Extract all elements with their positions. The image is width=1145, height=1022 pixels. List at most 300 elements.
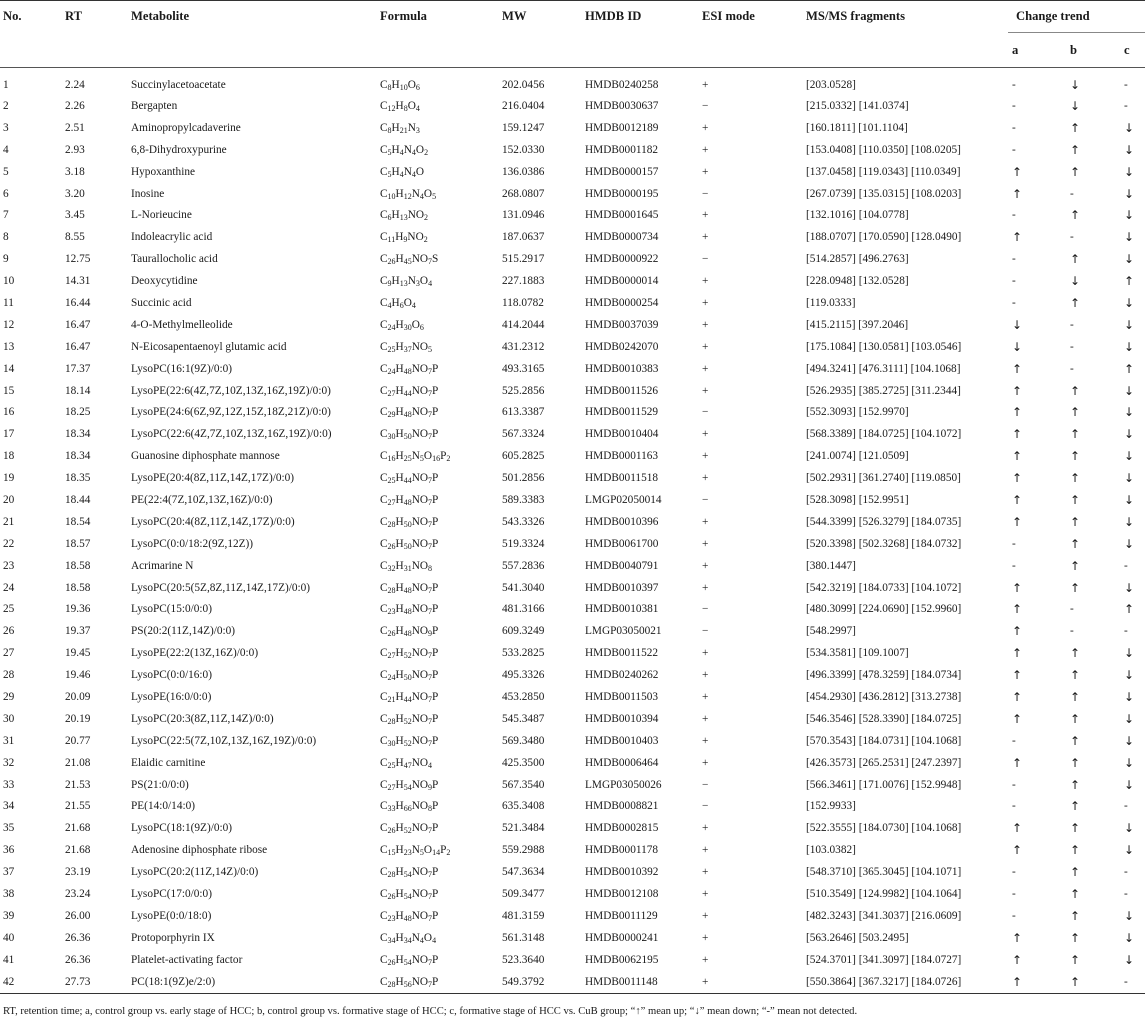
cell-no: 16	[3, 406, 15, 419]
cell-no: 32	[3, 756, 15, 769]
cell-trend-b: ↑	[1070, 974, 1081, 989]
cell-trend-b: ↑	[1070, 405, 1081, 420]
cell-no: 27	[3, 647, 15, 660]
cell-msms-fragments: [380.1447]	[806, 559, 856, 572]
cell-esi-mode: +	[702, 581, 709, 594]
cell-mw: 131.0946	[502, 209, 545, 222]
cell-mw: 509.3477	[502, 888, 545, 900]
cell-hmdb-id: HMDB0061700	[585, 537, 659, 550]
table-row	[0, 555, 1145, 577]
cell-trend-b: ↑	[1070, 799, 1081, 814]
cell-trend-b: ↑	[1070, 514, 1081, 529]
cell-formula: $C_{30}H_{50}NO_7P$	[380, 428, 439, 442]
cell-trend-b: -	[1070, 231, 1074, 244]
cell-rt: 21.68	[65, 822, 91, 835]
cell-trend-a: ↑	[1012, 624, 1023, 639]
cell-no: 35	[3, 822, 15, 835]
table-row	[0, 248, 1145, 270]
cell-rt: 21.68	[65, 844, 91, 857]
cell-trend-a: -	[1012, 209, 1016, 222]
table-row	[0, 204, 1145, 226]
cell-rt: 3.20	[65, 187, 85, 200]
cell-no: 8	[3, 231, 9, 244]
table-row	[0, 533, 1145, 555]
cell-formula: $C_{27}H_{52}NO_7P$	[380, 647, 439, 661]
cell-trend-a: ↑	[1012, 383, 1023, 398]
cell-rt: 19.37	[65, 625, 91, 638]
cell-trend-a: -	[1012, 778, 1016, 791]
cell-metabolite: Inosine	[131, 187, 165, 200]
cell-formula: $C_{23}H_{48}NO_7P$	[380, 909, 439, 923]
cell-trend-c: ↓	[1124, 514, 1135, 529]
cell-formula: $C_{28}H_{50}NO_7P$	[380, 515, 439, 529]
cell-formula: $C_{28}H_{52}NO_7P$	[380, 712, 439, 726]
cell-metabolite: LysoPE(0:0/18:0)	[131, 909, 212, 922]
cell-mw: 495.3326	[502, 669, 545, 682]
cell-mw: 152.0330	[502, 143, 545, 156]
table-row	[0, 620, 1145, 642]
cell-hmdb-id: HMDB0001178	[585, 844, 659, 857]
cell-trend-c: ↓	[1124, 843, 1135, 858]
cell-esi-mode: +	[702, 537, 709, 550]
table-row	[0, 839, 1145, 861]
cell-esi-mode: +	[702, 275, 709, 288]
cell-trend-c: -	[1124, 99, 1128, 112]
header-esi-mode: ESI mode	[694, 1, 798, 68]
cell-metabolite: PS(21:0/0:0)	[131, 778, 189, 791]
cell-msms-fragments: [522.3555] [184.0730] [104.1068]	[806, 822, 962, 835]
cell-trend-b: -	[1070, 625, 1074, 638]
cell-no: 11	[3, 296, 14, 309]
cell-formula: $C_{25}H_{44}NO_7P$	[380, 472, 439, 486]
cell-no: 29	[3, 690, 15, 703]
cell-msms-fragments: [215.0332] [141.0374]	[806, 99, 909, 112]
cell-hmdb-id: HMDB0011526	[585, 384, 659, 397]
cell-trend-a: ↑	[1012, 361, 1023, 376]
cell-trend-c: ↓	[1124, 580, 1135, 595]
cell-esi-mode: +	[702, 866, 709, 879]
cell-rt: 19.36	[65, 603, 91, 616]
cell-esi-mode: +	[702, 143, 709, 156]
cell-trend-c: ↓	[1124, 668, 1135, 683]
table-row	[0, 817, 1145, 839]
cell-msms-fragments: [153.0408] [110.0350] [108.0205]	[806, 143, 961, 156]
cell-trend-a: ↓	[1012, 339, 1023, 354]
cell-trend-c: ↓	[1124, 186, 1135, 201]
cell-metabolite: PE(14:0/14:0)	[131, 800, 196, 813]
cell-formula: $C_4H_6O_4$	[380, 296, 416, 310]
cell-hmdb-id: HMDB0012108	[585, 888, 659, 900]
cell-msms-fragments: [415.2115] [397.2046]	[806, 318, 909, 331]
cell-trend-c: ↓	[1124, 536, 1135, 551]
cell-trend-a: ↓	[1012, 317, 1023, 332]
cell-trend-a: ↑	[1012, 230, 1023, 245]
cell-msms-fragments: [520.3398] [502.3268] [184.0732]	[806, 537, 962, 550]
cell-hmdb-id: HMDB0010383	[585, 362, 659, 375]
cell-formula: $C_{26}H_{54}NO_7P$	[380, 888, 439, 901]
cell-esi-mode: +	[702, 428, 709, 441]
cell-mw: 414.2044	[502, 318, 545, 331]
cell-msms-fragments: [546.3546] [528.3390] [184.0725]	[806, 712, 962, 725]
cell-rt: 18.58	[65, 581, 91, 594]
cell-rt: 3.45	[65, 209, 85, 222]
cell-trend-c: ↓	[1124, 689, 1135, 704]
cell-mw: 547.3634	[502, 866, 545, 879]
cell-mw: 227.1883	[502, 275, 545, 288]
cell-esi-mode: +	[702, 296, 709, 309]
cell-rt: 2.93	[65, 143, 85, 156]
cell-no: 36	[3, 844, 15, 857]
cell-msms-fragments: [160.1811] [101.1104]	[806, 121, 908, 134]
cell-trend-b: ↑	[1070, 449, 1081, 464]
table-row	[0, 139, 1145, 161]
cell-hmdb-id: HMDB0000195	[585, 187, 659, 200]
cell-mw: 523.3640	[502, 953, 545, 966]
cell-esi-mode: −	[702, 187, 709, 200]
cell-rt: 19.45	[65, 647, 91, 660]
cell-trend-c: ↓	[1124, 383, 1135, 398]
table-row	[0, 883, 1145, 905]
cell-formula: $C_{15}H_{23}N_5O_{14}P_2$	[380, 844, 451, 858]
cell-rt: 18.57	[65, 537, 91, 550]
cell-msms-fragments: [188.0707] [170.0590] [128.0490]	[806, 231, 962, 244]
cell-metabolite: LysoPC(22:6(4Z,7Z,10Z,13Z,16Z,19Z)/0:0)	[131, 428, 332, 441]
cell-trend-b: ↑	[1070, 471, 1081, 486]
cell-no: 13	[3, 340, 15, 353]
cell-hmdb-id: LMGP03050026	[585, 778, 662, 791]
cell-trend-a: -	[1012, 888, 1016, 900]
table-row	[0, 226, 1145, 248]
cell-no: 6	[3, 187, 9, 200]
cell-trend-a: -	[1012, 734, 1016, 747]
cell-rt: 8.55	[65, 231, 85, 244]
cell-esi-mode: +	[702, 888, 709, 900]
cell-trend-c: ↓	[1124, 755, 1135, 770]
cell-metabolite: LysoPC(20:2(11Z,14Z)/0:0)	[131, 866, 259, 879]
cell-rt: 18.34	[65, 450, 91, 463]
cell-trend-b: ↓	[1070, 98, 1081, 113]
cell-mw: 501.2856	[502, 472, 545, 485]
cell-trend-b: ↑	[1070, 164, 1081, 179]
cell-hmdb-id: HMDB0011529	[585, 406, 659, 419]
cell-trend-b: ↑	[1070, 252, 1081, 267]
cell-formula: $C_5H_4N_4O$	[380, 165, 425, 179]
cell-no: 10	[3, 275, 15, 288]
cell-mw: 136.0386	[502, 165, 545, 178]
cell-msms-fragments: [496.3399] [478.3259] [184.0734]	[806, 669, 962, 682]
cell-mw: 567.3540	[502, 778, 545, 791]
cell-no: 37	[3, 866, 15, 879]
cell-rt: 27.73	[65, 975, 91, 988]
cell-formula: $C_{28}H_{48}NO_7P$	[380, 581, 439, 595]
cell-trend-c: ↓	[1124, 230, 1135, 245]
cell-trend-a: -	[1012, 143, 1016, 156]
cell-mw: 589.3383	[502, 493, 545, 506]
cell-no: 28	[3, 669, 15, 682]
cell-hmdb-id: HMDB0010394	[585, 712, 659, 725]
cell-esi-mode: +	[702, 756, 709, 769]
cell-metabolite: Deoxycytidine	[131, 275, 198, 288]
cell-msms-fragments: [203.0528]	[806, 78, 856, 91]
table-row	[0, 314, 1145, 336]
cell-hmdb-id: HMDB0240262	[585, 669, 659, 682]
cell-no: 26	[3, 625, 15, 638]
cell-trend-b: ↑	[1070, 777, 1081, 792]
cell-trend-c: ↑	[1124, 361, 1135, 376]
cell-metabolite: LysoPC(20:5(5Z,8Z,11Z,14Z,17Z)/0:0)	[131, 581, 311, 594]
cell-mw: 216.0404	[502, 99, 545, 112]
cell-trend-a: -	[1012, 253, 1016, 266]
cell-msms-fragments: [228.0948] [132.0528]	[806, 275, 909, 288]
cell-esi-mode: +	[702, 931, 709, 944]
cell-trend-b: ↑	[1070, 492, 1081, 507]
cell-trend-b: ↑	[1070, 887, 1081, 901]
cell-trend-b: ↑	[1070, 755, 1081, 770]
cell-metabolite: LysoPE(20:4(8Z,11Z,14Z,17Z)/0:0)	[131, 472, 295, 485]
cell-mw: 545.3487	[502, 712, 545, 725]
cell-hmdb-id: HMDB0000922	[585, 253, 659, 266]
cell-mw: 268.0807	[502, 187, 545, 200]
cell-no: 39	[3, 909, 15, 922]
header-formula: Formula	[372, 1, 494, 68]
cell-no: 40	[3, 931, 15, 944]
cell-metabolite: Adenosine diphosphate ribose	[131, 844, 268, 857]
cell-mw: 453.2850	[502, 690, 545, 703]
cell-trend-a: ↑	[1012, 711, 1023, 726]
cell-mw: 521.3484	[502, 822, 545, 835]
cell-trend-c: ↓	[1124, 120, 1135, 135]
cell-trend-b: ↑	[1070, 208, 1081, 223]
cell-formula: $C_{25}H_{47}NO_4$	[380, 756, 433, 770]
cell-esi-mode: +	[702, 121, 709, 134]
cell-rt: 16.47	[65, 340, 91, 353]
cell-mw: 493.3165	[502, 362, 545, 375]
cell-trend-b: ↑	[1070, 908, 1081, 923]
cell-esi-mode: +	[702, 472, 709, 485]
cell-metabolite: Aminopropylcadaverine	[131, 121, 241, 134]
cell-no: 1	[3, 78, 9, 91]
header-trend-a: a	[1012, 42, 1019, 57]
cell-trend-b: ↑	[1070, 865, 1081, 880]
cell-no: 9	[3, 253, 9, 266]
header-msms-fragments: MS/MS fragments	[798, 1, 1008, 68]
cell-trend-a: -	[1012, 909, 1016, 922]
cell-trend-a: -	[1012, 537, 1016, 550]
cell-hmdb-id: HMDB0000157	[585, 165, 659, 178]
cell-trend-b: ↑	[1070, 733, 1081, 748]
cell-trend-a: -	[1012, 866, 1016, 879]
cell-formula: $C_8H_{21}N_3$	[380, 121, 420, 135]
cell-rt: 2.26	[65, 99, 85, 112]
cell-formula: $C_{29}H_{48}NO_7P$	[380, 406, 439, 420]
cell-esi-mode: +	[702, 559, 709, 572]
cell-msms-fragments: [137.0458] [119.0343] [110.0349]	[806, 165, 961, 178]
table-row	[0, 774, 1145, 796]
cell-trend-c: -	[1124, 625, 1128, 638]
cell-mw: 543.3326	[502, 515, 545, 528]
table-row	[0, 489, 1145, 511]
cell-hmdb-id: HMDB0008821	[585, 800, 659, 813]
cell-hmdb-id: HMDB0011148	[585, 975, 658, 988]
cell-trend-c: -	[1124, 866, 1128, 879]
cell-trend-b: ↑	[1070, 558, 1081, 573]
cell-esi-mode: +	[702, 712, 709, 725]
cell-esi-mode: +	[702, 647, 709, 660]
cell-trend-c: ↓	[1124, 317, 1135, 332]
table-row	[0, 292, 1145, 314]
table-row	[0, 95, 1145, 117]
cell-formula: $C_{25}H_{37}NO_5$	[380, 340, 433, 354]
cell-formula: $C_{27}H_{48}NO_7P$	[380, 493, 439, 507]
cell-formula: $C_{26}H_{48}NO_9P$	[380, 625, 439, 639]
cell-metabolite: LysoPC(20:3(8Z,11Z,14Z)/0:0)	[131, 712, 274, 725]
cell-no: 33	[3, 778, 15, 791]
table-row	[0, 642, 1145, 664]
cell-trend-a: ↑	[1012, 821, 1023, 836]
cell-esi-mode: +	[702, 340, 709, 353]
cell-mw: 481.3166	[502, 603, 545, 616]
cell-trend-a: ↑	[1012, 952, 1023, 967]
cell-trend-a: ↑	[1012, 843, 1023, 858]
cell-msms-fragments: [566.3461] [171.0076] [152.9948]	[806, 778, 962, 791]
cell-msms-fragments: [502.2931] [361.2740] [119.0850]	[806, 472, 961, 485]
cell-formula: $C_{26}H_{54}NO_7P$	[380, 953, 439, 967]
cell-trend-b: ↑	[1070, 821, 1081, 836]
cell-trend-c: ↓	[1124, 252, 1135, 267]
cell-trend-a: ↑	[1012, 580, 1023, 595]
cell-mw: 519.3324	[502, 537, 545, 550]
cell-msms-fragments: [563.2646] [503.2495]	[806, 931, 909, 944]
cell-hmdb-id: HMDB0240258	[585, 78, 659, 91]
cell-rt: 19.46	[65, 669, 91, 682]
cell-esi-mode: +	[702, 734, 709, 747]
cell-no: 18	[3, 450, 15, 463]
cell-mw: 425.3500	[502, 756, 545, 769]
cell-hmdb-id: HMDB0010392	[585, 866, 659, 879]
cell-hmdb-id: HMDB0030637	[585, 99, 659, 112]
table-row	[0, 752, 1145, 774]
cell-trend-a: ↑	[1012, 755, 1023, 770]
cell-msms-fragments: [119.0333]	[806, 296, 856, 309]
cell-metabolite: LysoPE(22:6(4Z,7Z,10Z,13Z,16Z,19Z)/0:0)	[131, 384, 331, 397]
cell-mw: 609.3249	[502, 625, 545, 638]
cell-hmdb-id: HMDB0011503	[585, 690, 659, 703]
cell-msms-fragments: [534.3581] [109.1007]	[806, 647, 909, 660]
cell-trend-a: ↑	[1012, 602, 1023, 617]
header-no: No.	[0, 1, 57, 68]
cell-formula: $C_{30}H_{52}NO_7P$	[380, 734, 439, 748]
cell-trend-a: -	[1012, 275, 1016, 288]
cell-trend-b: ↓	[1070, 274, 1081, 289]
cell-formula: $C_{33}H_{66}NO_8P$	[380, 800, 439, 814]
cell-trend-b: ↑	[1070, 383, 1081, 398]
cell-hmdb-id: HMDB0010397	[585, 581, 659, 594]
cell-hmdb-id: LMGP02050014	[585, 493, 662, 506]
cell-mw: 567.3324	[502, 428, 545, 441]
cell-esi-mode: +	[702, 78, 709, 91]
cell-formula: $C_{16}H_{25}N_5O_{16}P_2$	[380, 450, 451, 464]
cell-esi-mode: −	[702, 800, 709, 813]
cell-msms-fragments: [544.3399] [526.3279] [184.0735]	[806, 515, 962, 528]
cell-trend-a: ↑	[1012, 492, 1023, 507]
cell-hmdb-id: HMDB0040791	[585, 559, 659, 572]
cell-esi-mode: −	[702, 493, 709, 506]
cell-trend-b: ↑	[1070, 536, 1081, 551]
cell-formula: $C_5H_4N_4O_2$	[380, 143, 429, 157]
cell-hmdb-id: HMDB0001182	[585, 143, 659, 156]
cell-no: 38	[3, 888, 15, 900]
cell-msms-fragments: [494.3241] [476.3111] [104.1068]	[806, 362, 961, 375]
cell-formula: $C_{27}H_{44}NO_7P$	[380, 384, 439, 398]
cell-mw: 569.3480	[502, 734, 545, 747]
cell-msms-fragments: [524.3701] [341.3097] [184.0727]	[806, 953, 962, 966]
cell-trend-b: -	[1070, 603, 1074, 616]
cell-no: 23	[3, 559, 15, 572]
cell-hmdb-id: HMDB0010396	[585, 515, 659, 528]
cell-metabolite: LysoPE(22:2(13Z,16Z)/0:0)	[131, 647, 259, 660]
cell-formula: $C_{10}H_{12}N_4O_5$	[380, 187, 437, 201]
cell-metabolite: Platelet-activating factor	[131, 953, 243, 966]
cell-hmdb-id: HMDB0010381	[585, 603, 659, 616]
cell-metabolite: LysoPC(18:1(9Z)/0:0)	[131, 822, 233, 835]
header-trend-c: c	[1124, 42, 1130, 57]
cell-rt: 26.36	[65, 931, 91, 944]
cell-esi-mode: +	[702, 165, 709, 178]
cell-esi-mode: +	[702, 669, 709, 682]
cell-trend-c: ↓	[1124, 339, 1135, 354]
cell-msms-fragments: [454.2930] [436.2812] [313.2738]	[806, 690, 962, 703]
cell-esi-mode: +	[702, 209, 709, 222]
cell-rt: 18.14	[65, 384, 91, 397]
cell-no: 24	[3, 581, 15, 594]
cell-metabolite: PC(18:1(9Z)e/2:0)	[131, 975, 216, 988]
cell-mw: 187.0637	[502, 231, 545, 244]
cell-formula: $C_{28}H_{54}NO_7P$	[380, 866, 439, 880]
cell-trend-c: ↓	[1124, 492, 1135, 507]
cell-trend-c: -	[1124, 800, 1128, 813]
cell-formula: $C_9H_{13}N_3O_4$	[380, 275, 433, 289]
cell-hmdb-id: HMDB0000734	[585, 231, 659, 244]
cell-trend-a: -	[1012, 78, 1016, 91]
cell-trend-c: ↓	[1124, 208, 1135, 223]
cell-rt: 20.77	[65, 734, 91, 747]
cell-no: 25	[3, 603, 15, 616]
cell-trend-b: ↓	[1070, 77, 1081, 92]
cell-msms-fragments: [542.3219] [184.0733] [104.1072]	[806, 581, 962, 594]
cell-esi-mode: +	[702, 909, 709, 922]
cell-metabolite: LysoPC(22:5(7Z,10Z,13Z,16Z,19Z)/0:0)	[131, 734, 317, 747]
cell-mw: 549.3792	[502, 975, 545, 988]
cell-no: 12	[3, 318, 15, 331]
cell-msms-fragments: [480.3099] [224.0690] [152.9960]	[806, 603, 962, 616]
cell-msms-fragments: [548.3710] [365.3045] [104.1071]	[806, 866, 962, 879]
header-hmdb-id: HMDB ID	[577, 1, 694, 68]
table-footnote: RT, retention time; a, control group vs. early stage of HCC; b, control group vs. formative stage of HCC; c, formative stage of HCC vs. CuB group; “↑” mean up; “↓” mean down; “-” mean not detected.	[3, 1006, 858, 1017]
table-row	[0, 467, 1145, 489]
cell-no: 21	[3, 515, 15, 528]
cell-trend-c: ↓	[1124, 427, 1135, 442]
table-header	[0, 1, 1145, 68]
cell-no: 34	[3, 800, 15, 813]
cell-rt: 26.00	[65, 909, 91, 922]
table-row	[0, 686, 1145, 708]
cell-trend-a: ↑	[1012, 405, 1023, 420]
cell-rt: 2.24	[65, 78, 85, 91]
cell-hmdb-id: HMDB0010403	[585, 734, 659, 747]
cell-metabolite: Bergapten	[131, 99, 178, 112]
cell-formula: $C_{26}H_{50}NO_7P$	[380, 537, 439, 551]
cell-formula: $C_{27}H_{54}NO_9P$	[380, 778, 439, 792]
